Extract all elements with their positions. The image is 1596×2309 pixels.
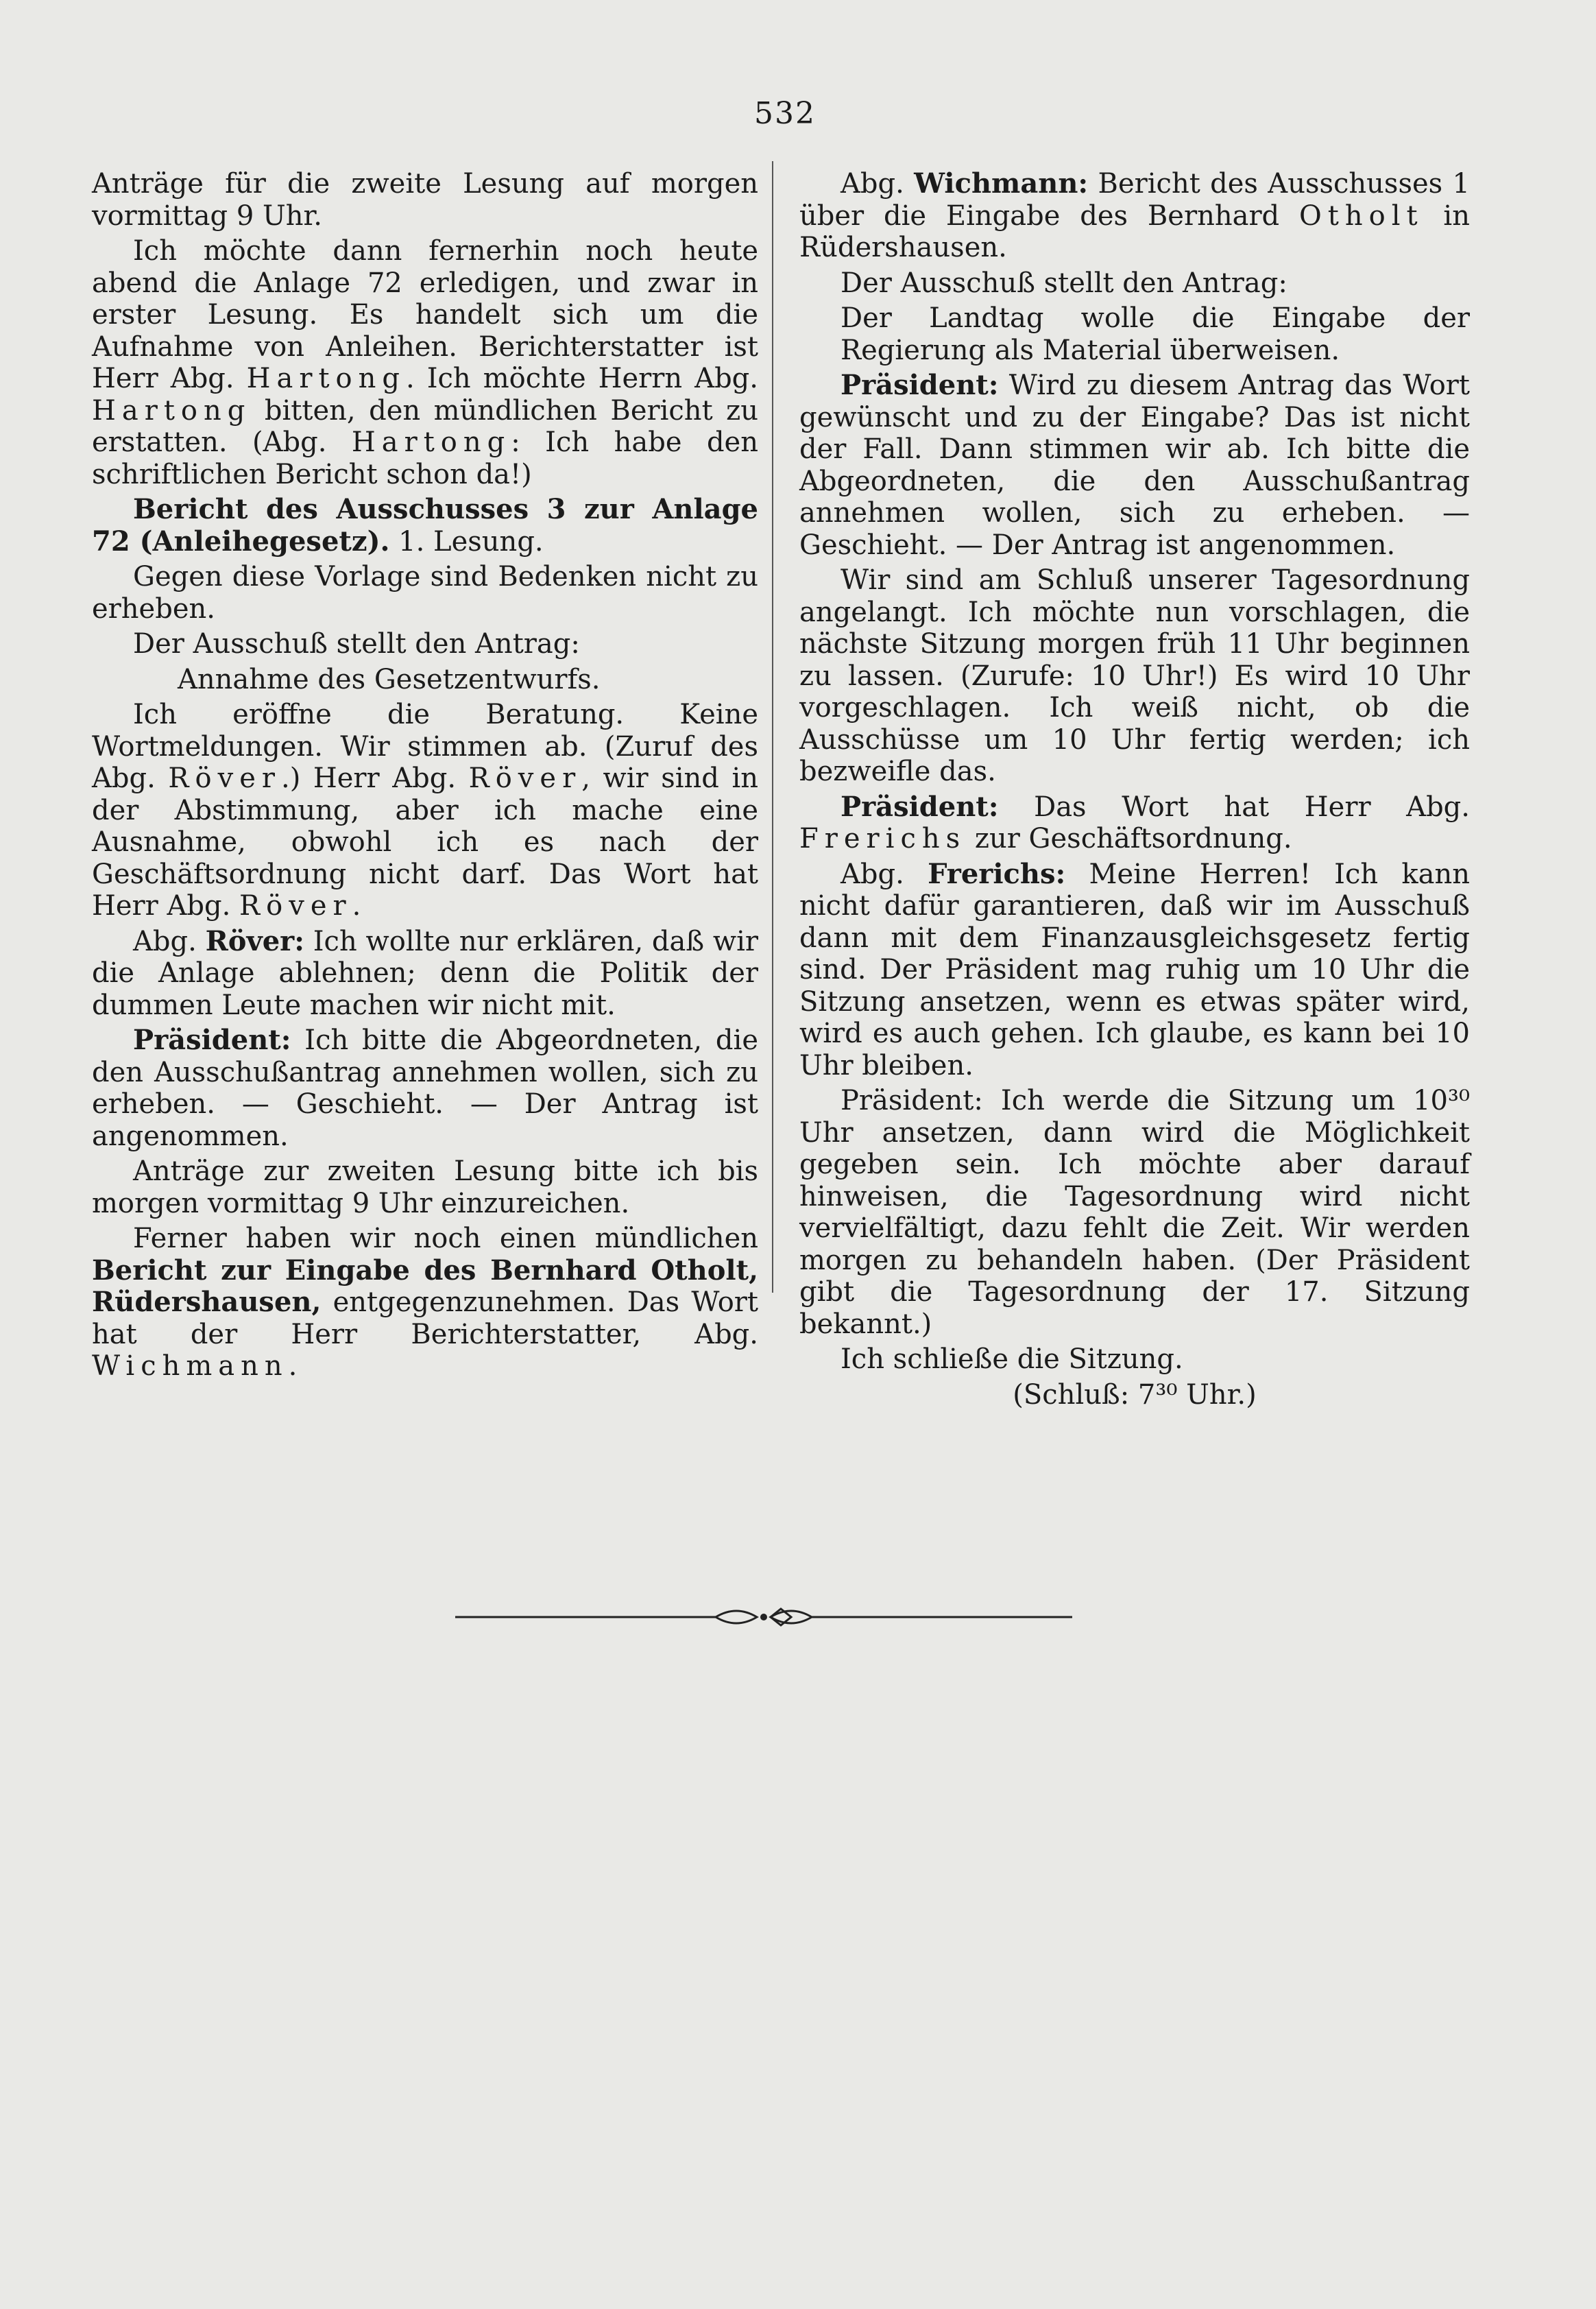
spaced-name: Hartong — [351, 427, 511, 458]
text-run: Abg. — [841, 858, 928, 890]
page-number: 532 — [754, 96, 816, 131]
paragraph — [799, 370, 1470, 561]
paragraph — [799, 267, 1470, 300]
text-run: Meine Herren! Ich kann nicht dafür garantieren, daß wir im Ausschuß dann mit dem Finanzausgleichsgesetz fertig sind. Der Präsident mag ruhig um 10 Uhr die Sitzung ansetzen, wenn es etwas später wird, wird es auch gehen. Ich glaube, es kann bei 10 Uhr bleiben. — [799, 858, 1470, 1081]
bold-text: Frerichs: — [928, 857, 1066, 890]
paragraph — [799, 859, 1470, 1082]
paragraph — [92, 1156, 758, 1219]
text-run: in Rüdershausen. — [799, 200, 1470, 263]
paragraph — [92, 664, 758, 696]
text-run: Annahme des Gesetzentwurfs. — [178, 663, 601, 695]
spaced-name: Röver — [468, 763, 582, 794]
spaced-name: Röver — [168, 763, 281, 794]
paragraph — [799, 302, 1470, 366]
text-run: Gegen diese Vorlage sind Bedenken nicht zu erheben. — [92, 561, 758, 625]
paragraph — [799, 564, 1470, 788]
bold-text: Bericht zur Eingabe des Bernhard Otholt, Rüdershausen, — [92, 1254, 758, 1318]
text-run: Der Ausschuß stellt den Antrag: — [841, 267, 1287, 299]
bold-text: Bericht des Ausschusses 3 zur Anlage 72 (Anleihegesetz). — [92, 493, 758, 558]
text-run: Abg. — [841, 168, 915, 200]
text-run: . — [288, 1350, 298, 1382]
text-run: . Ich möchte Herrn Abg. — [406, 363, 758, 394]
paragraph — [92, 494, 758, 558]
bold-text: Präsident: — [841, 790, 999, 823]
bold-text: Präsident: — [133, 1024, 291, 1056]
text-run: Ich möchte dann fernerhin noch heute abend die Anlage 72 erledigen, und zwar in erster Lesung. Es handelt sich um die Aufnahme von Anleihen. Berichterstatter ist Herr Abg. — [92, 235, 758, 394]
paragraph — [799, 1085, 1470, 1340]
text-run: Ferner haben wir noch einen mündlichen — [133, 1223, 758, 1254]
paragraph — [92, 235, 758, 490]
spaced-name: Hartong — [92, 394, 252, 427]
text-run: Anträge zur zweiten Lesung bitte ich bis morgen vormittag 9 Uhr einzureichen. — [92, 1156, 758, 1219]
text-run: .) Herr Abg. — [280, 763, 469, 794]
text-run: . — [352, 890, 361, 922]
paragraph — [92, 168, 758, 232]
end-ornament — [455, 1596, 1072, 1638]
text-run: (Schluß: 7³⁰ Uhr.) — [1013, 1378, 1257, 1411]
text-run: Ich wollte nur erklären, daß wir die Anlage ablehnen; denn die Politik der dummen Leute machen wir nicht mit. — [92, 925, 758, 1021]
paragraph — [799, 1379, 1470, 1411]
text-run: zur Geschäftsordnung. — [966, 823, 1292, 854]
column-divider — [772, 161, 773, 1293]
right-column — [799, 168, 1470, 1414]
spaced-name: Frerichs — [799, 823, 967, 854]
paragraph — [799, 791, 1470, 855]
text-run: Bericht des Ausschusses 1 über die Eingabe des Bernhard — [799, 168, 1470, 232]
text-run: Präsident: Ich werde die Sitzung um 10³⁰ Uhr ansetzen, dann wird die Möglichkeit gegeben sein. Ich möchte aber darauf hinweisen, die Tagesordnung wird nicht vervielfältigt, dazu fehlt die Zeit. Wir werden morgen zu behandeln haben. (Der Präsident gibt die Tagesordnung der 17. Sitzung bekannt.) — [799, 1085, 1470, 1340]
text-run: Ich bitte die Abgeordneten, die den Ausschußantrag annehmen wollen, sich zu erheben. — Geschieht. — Der Antrag ist angenommen. — [92, 1025, 758, 1152]
paragraph — [92, 628, 758, 660]
bold-text: Wichmann: — [914, 167, 1089, 200]
bold-text: Röver: — [205, 924, 305, 957]
paragraph — [92, 561, 758, 625]
text-run: Der Landtag wolle die Eingabe der Regierung als Material überweisen. — [841, 302, 1470, 366]
text-run: Das Wort hat Herr Abg. — [998, 791, 1470, 823]
spaced-name: Hartong — [246, 363, 406, 394]
text-run: , wir sind in der Abstimmung, aber ich mache eine Ausnahme, obwohl ich es nach der Geschäftsordnung nicht darf. Das Wort hat Herr Abg. — [92, 763, 759, 922]
text-run: Wird zu diesem Antrag das Wort gewünscht und zu der Eingabe? Das ist nicht der Fall. Dann stimmen wir ab. Ich bitte die Abgeordneten, die den Ausschußantrag annehmen wollen, sich zu erheben. — Geschieht. — Der Antrag ist angenommen. — [799, 370, 1470, 561]
text-run: : Ich habe den schriftlichen Bericht schon da!) — [92, 427, 758, 490]
text-run: bitten, den mündlichen Bericht zu erstatten. (Abg. — [92, 394, 758, 458]
spaced-name: Röver — [239, 890, 352, 922]
paragraph — [92, 1223, 758, 1383]
text-run: Abg. — [133, 925, 206, 957]
paragraph — [92, 1025, 758, 1152]
left-column — [92, 168, 758, 1386]
text-run: Anträge für die zweite Lesung auf morgen vormittag 9 Uhr. — [92, 168, 758, 232]
paragraph — [92, 926, 758, 1022]
paragraph — [92, 699, 758, 922]
text-run: Ich schließe die Sitzung. — [841, 1343, 1183, 1375]
bold-text: Präsident: — [841, 369, 999, 401]
text-run: Ich eröffne die Beratung. Keine Wortmeldungen. Wir stimmen ab. (Zuruf des Abg. — [92, 699, 758, 794]
text-run: Der Ausschuß stellt den Antrag: — [133, 628, 580, 660]
paragraph — [799, 168, 1470, 264]
paragraph — [799, 1343, 1470, 1376]
text-run: entgegenzunehmen. Das Wort hat der Herr Berichterstatter, Abg. — [92, 1287, 758, 1350]
spaced-name: Wichmann — [92, 1350, 289, 1382]
spaced-name: Otholt — [1299, 200, 1424, 232]
text-run: 1. Lesung. — [389, 525, 544, 558]
text-run: Wir sind am Schluß unserer Tagesordnung angelangt. Ich möchte nun vorschlagen, die nächste Sitzung morgen früh 11 Uhr beginnen zu lassen. (Zurufe: 10 Uhr!) Es wird 10 Uhr vorgeschlagen. Ich weiß nicht, ob die Ausschüsse um 10 Uhr fertig werden; ich bezweifle das. — [799, 564, 1470, 787]
